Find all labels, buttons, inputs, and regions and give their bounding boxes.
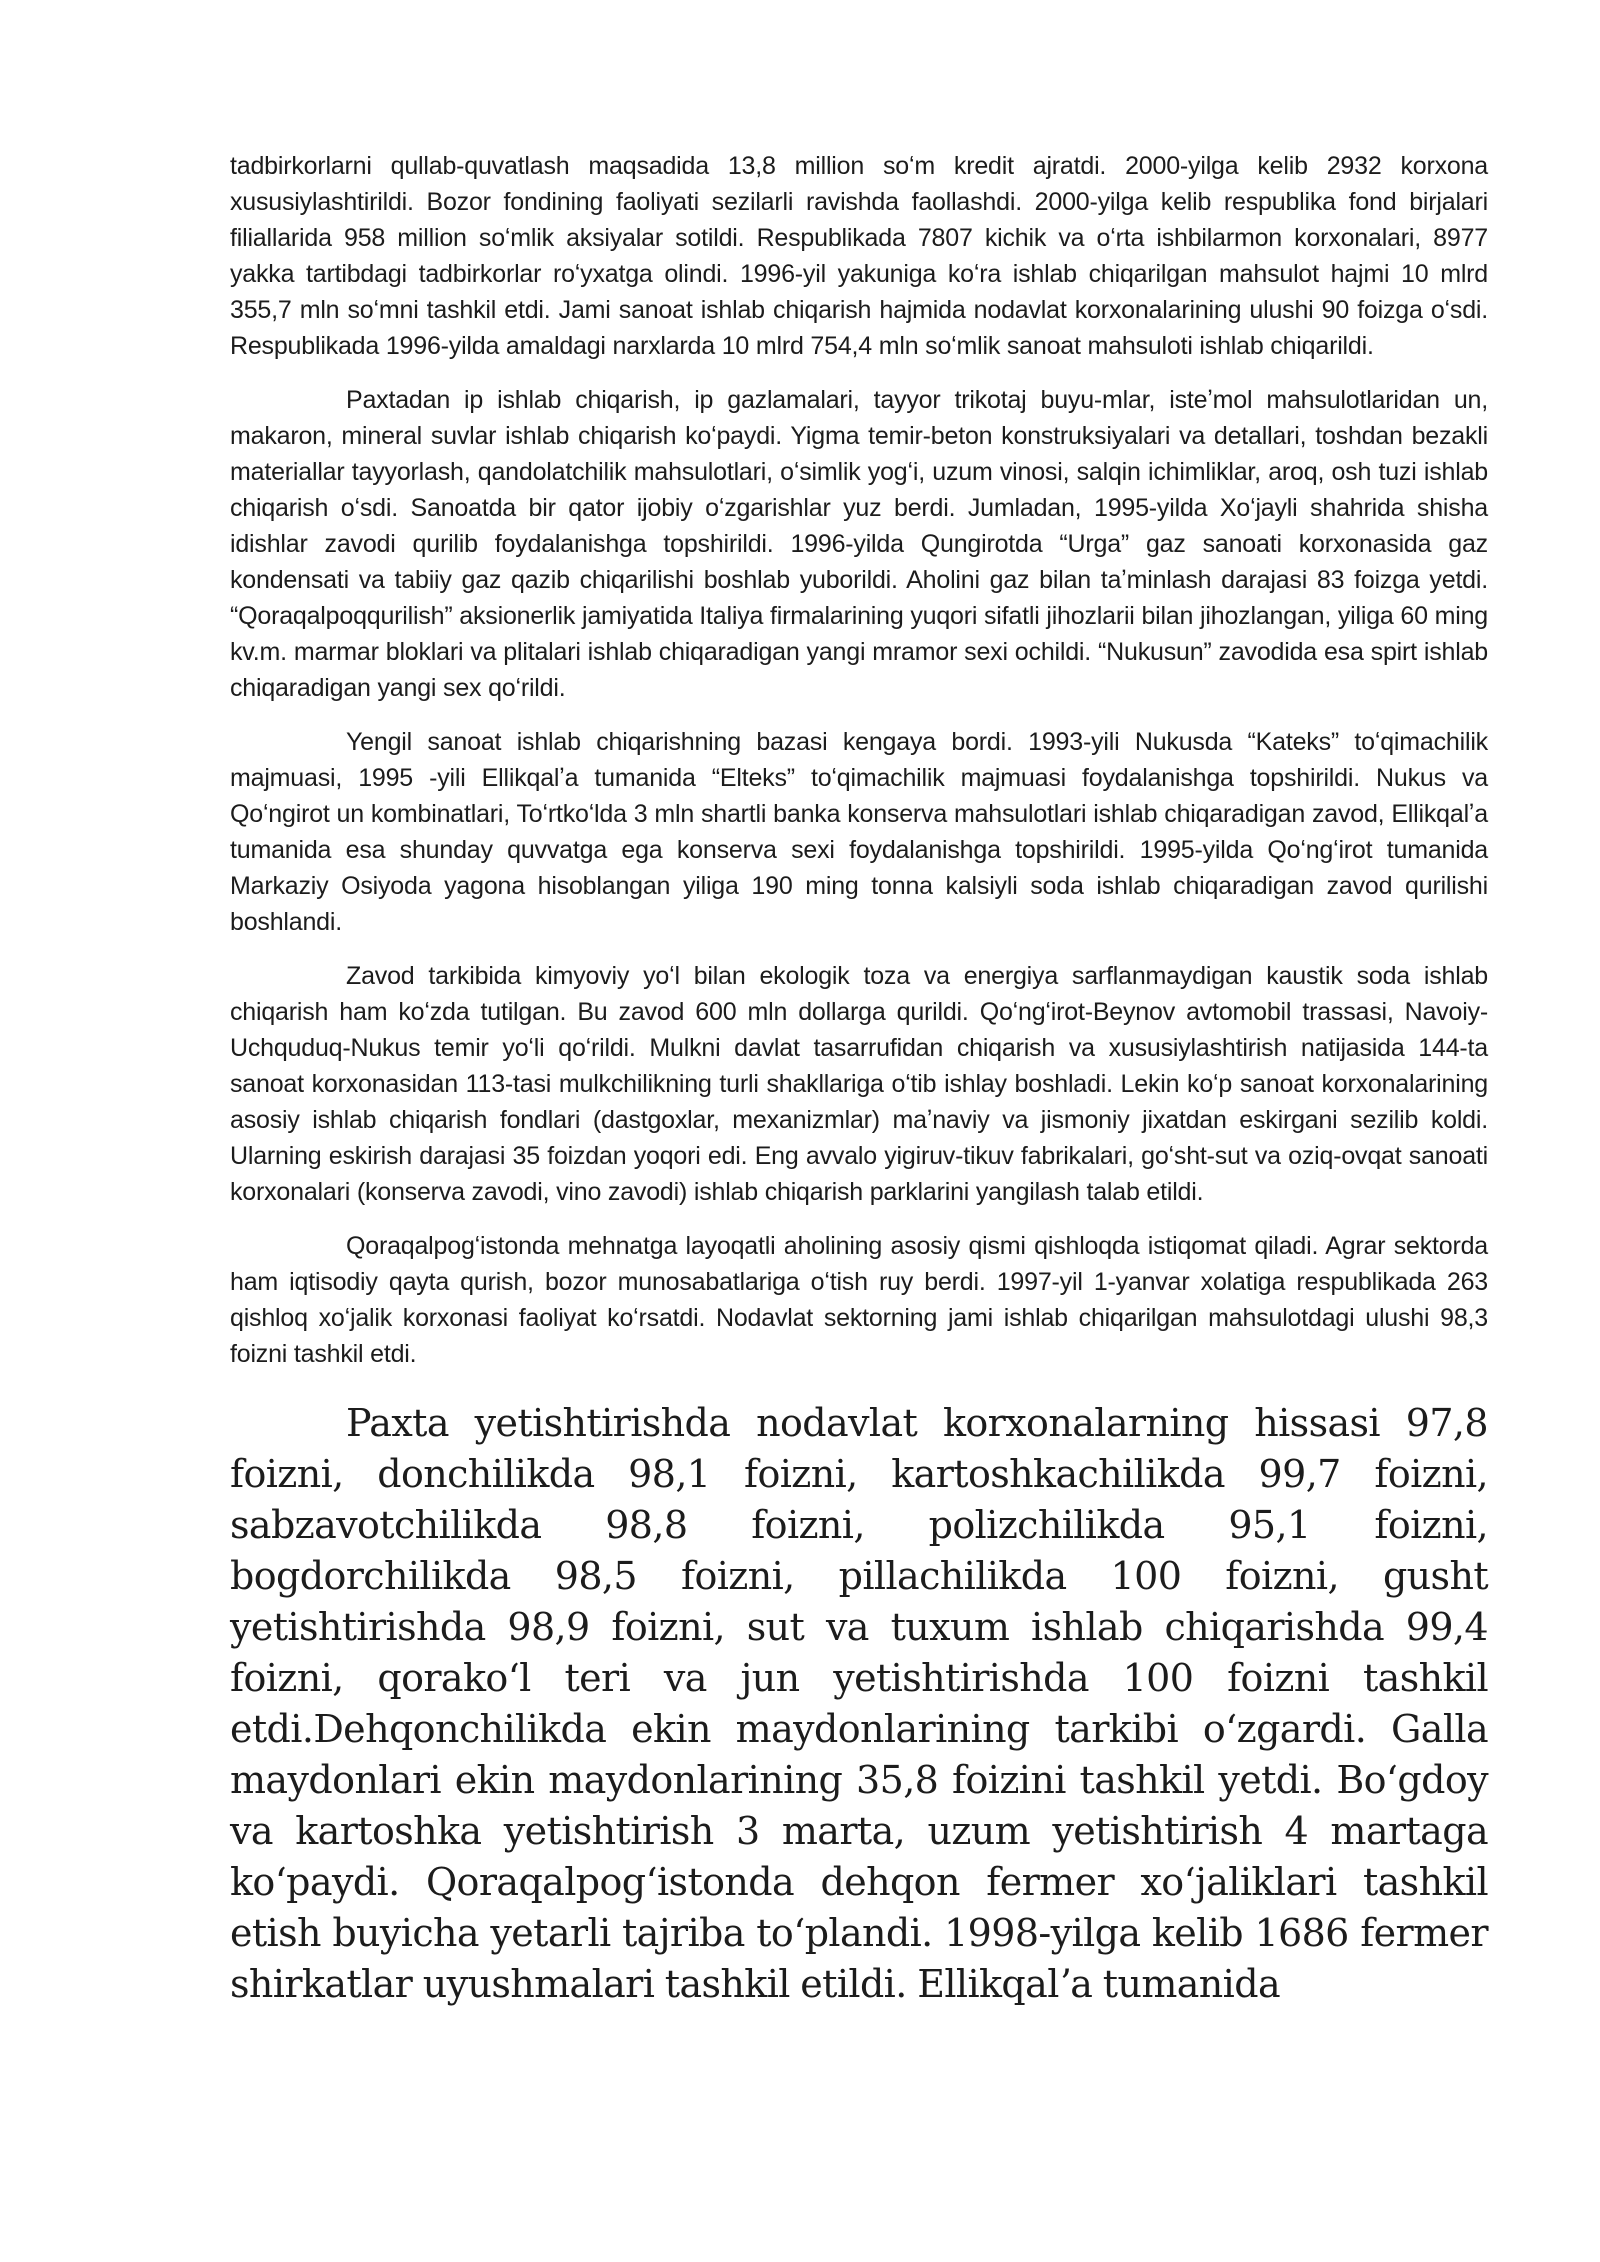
paragraph-light-industry: Yengil sanoat ishlab chiqarishning bazasi kengaya bordi. 1993-yili Nukusda “Kateks” toʻqimachilik majmuasi, 1995 -yili Ellikqalʼa tumanida “Elteks” toʻqimachilik majmuasi foydalanishga topshirildi. Nukus va Qoʻngirot un kombinatlari, Toʻrtkoʻlda 3 mln shartli banka konserva mahsulotlari ishlab chiqaradigan zavod, Ellikqalʼa tumanida esa shunday quvvatga ega konserva sexi foydalanishga topshirildi. 1995-yilda Qoʻngʻirot tumanida Markaziy Osiyoda yagona hisoblangan yiliga 190 ming tonna kalsiyli soda ishlab chiqaradigan zavod qurilishi boshlandi. [230, 728, 1488, 936]
paragraph-industry-growth: Paxtadan ip ishlab chiqarish, ip gazlamalari, tayyor trikotaj buyu-mlar, isteʼmol mahsulotlaridan un, makaron, mineral suvlar ishlab chiqarish koʻpaydi. Yigma temir-beton konstruksiyalari va detallari, toshdan bezakli materiallar tayyorlash, qandolatchilik mahsulotlari, oʻsimlik yogʻi, uzum vinosi, salqin ichimliklar, aroq, osh tuzi ishlab chiqarish oʻsdi. Sanoatda bir qator ijobiy oʻzgarishlar yuz berdi. Jumladan, 1995-yilda Xoʻjayli shahrida shisha idishlar zavodi qurilib foydalanishga topshirildi. 1996-yilda Qungirotda “Urga” gaz sanoati korxonasida gaz kondensati va tabiiy gaz qazib chiqarilishi boshlab yuborildi. Aholini gaz bilan taʼminlash darajasi 83 foizga yetdi. “Qoraqalpoqqurilish” aksionerlik jamiyatida Italiya firmalarining yuqori sifatli jihozlarii bilan jihozlangan, yiliga 60 ming kv.m. marmar bloklari va plitalari ishlab chiqaradigan yangi mramor sexi ochildi. “Nukusun” zavodida esa spirt ishlab chiqaradigan yangi sex qoʻrildi. [230, 386, 1488, 702]
paragraph-credit-privatization: tadbirkorlarni qullab-quvatlash maqsadida 13,8 million soʻm kredit ajratdi. 2000-yilga kelib 2932 korxona xususiylashtirildi. Bozor fondining faoliyati sezilarli ravishda faollashdi. 2000-yilga kelib respublika fond birjalari filiallarida 958 million soʻmlik aksiyalar sotildi. Respublikada 7807 kichik va oʻrta ishbilarmon korxonalari, 8977 yakka tartibdagi tadbirkorlar roʻyxatga olindi. 1996-yil yakuniga koʻra ishlab chiqarilgan mahsulot hajmi 10 mlrd 355,7 mln soʻmni tashkil etdi. Jami sanoat ishlab chiqarish hajmida nodavlat korxonalarining ulushi 90 foizga oʻsdi. Respublikada 1996-yilda amaldagi narxlarda 10 mlrd 754,4 mln soʻmlik sanoat mahsuloti ishlab chiqarildi. [230, 152, 1488, 360]
paragraph-soda-plant: Zavod tarkibida kimyoviy yoʻl bilan ekologik toza va energiya sarflanmaydigan kaustik soda ishlab chiqarish ham koʻzda tutilgan. Bu zavod 600 mln dollarga qurildi. Qoʻngʻirot-Beynov avtomobil trassasi, Navoiy- Uchquduq-Nukus temir yoʻli qoʻrildi. Mulkni davlat tasarrufidan chiqarish va xususiylashtirish natijasida 144-ta sanoat korxonasidan 113-tasi mulkchilikning turli shakllariga oʻtib ishlay boshladi. Lekin koʻp sanoat korxonalarining asosiy ishlab chiqarish fondlari (dastgoxlar, mexanizmlar) maʼnaviy va jismoniy jixatdan eskirgani sezilib koldi. Ularning eskirish darajasi 35 foizdan yoqori edi. Eng avvalo yigiruv-tikuv fabrikalari, goʻsht-sut va oziq-ovqat sanoati korxonalari (konserva zavodi, vino zavodi) ishlab chiqarish parklarini yangilash talab etildi. [230, 962, 1488, 1206]
paragraph-agrarian-sector: Qoraqalpogʻistonda mehnatga layoqatli aholining asosiy qismi qishloqda istiqomat qiladi. Agrar sektorda ham iqtisodiy qayta qurish, bozor munosabatlariga oʻtish ruy berdi. 1997-yil 1-yanvar xolatiga respublikada 263 qishloq xoʻjalik korxonasi faoliyat koʻrsatdi. Nodavlat sektorning jami ishlab chiqarilgan mahsulotdagi ulushi 98,3 foizni tashkil etdi. [230, 1232, 1488, 1368]
document-body [230, 148, 1488, 2010]
paragraph-agriculture-shares: Paxta yetishtirishda nodavlat korxonalarning hissasi 97,8 foizni, donchilikda 98,1 foizni, kartoshkachilikda 99,7 foizni, sabzavotchilikda 98,8 foizni, polizchilikda 95,1 foizni, bogdorchilikda 98,5 foizni, pillachilikda 100 foizni, gusht yetishtirishda 98,9 foizni, sut va tuxum ishlab chiqarishda 99,4 foizni, qorakoʻl teri va jun yetishtirishda 100 foizni tashkil etdi.Dehqonchilikda ekin maydonlarining tarkibi oʻzgardi. Galla maydonlari ekin maydonlarining 35,8 foizini tashkil yetdi. Boʻgdoy va kartoshka yetishtirish 3 marta, uzum yetishtirish 4 martaga koʻpaydi. Qoraqalpogʻistonda dehqon fermer xoʻjaliklari tashkil etish buyicha yetarli tajriba toʻplandi. 1998-yilga kelib 1686 fermer shirkatlar uyushmalari tashkil etildi. Ellikqalʼa tumanida [230, 1401, 1488, 2006]
